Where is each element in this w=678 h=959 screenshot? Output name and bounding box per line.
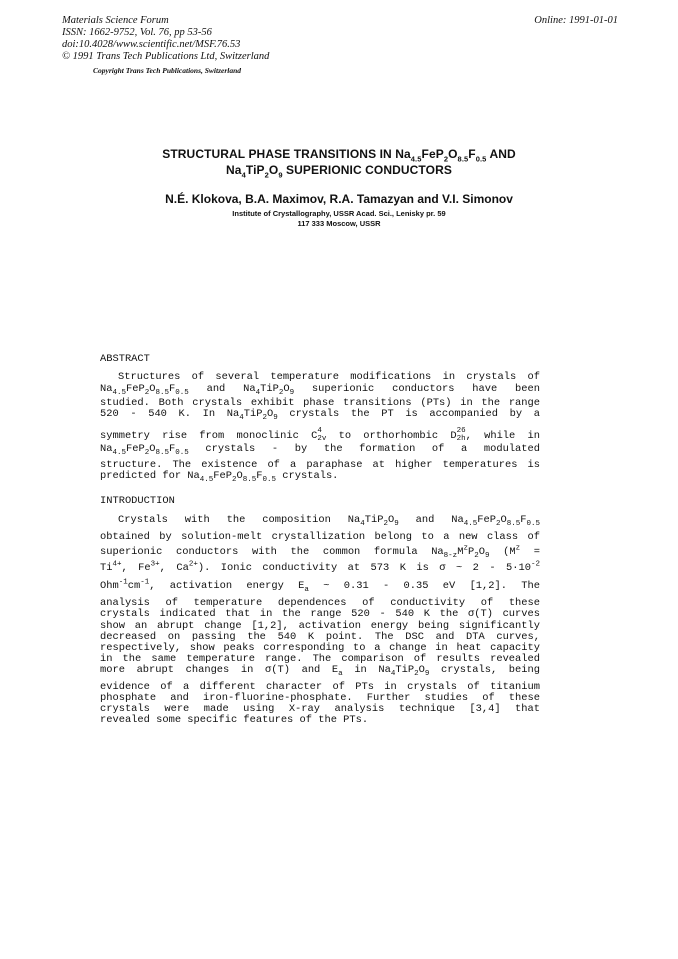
paper-title-line-2: $Na_4TiP_2O_9$ SUPERIONIC CONDUCTORS (226, 163, 452, 180)
abstract-line: predicted for $Na_{4.5}FeP_2O_{8.5}F_{0.5}$ crystals. (100, 470, 339, 485)
intro-line: evidence of a different character of PTs in crystals of titanium (100, 681, 540, 693)
intro-line: crystals were made using X-ray analysis technique [3,4] that (100, 703, 540, 715)
intro-line: show an abrupt change [1,2], activation energy being significantly (100, 620, 540, 632)
copyright-stamp: Copyright Trans Tech Publications, Switzerland (93, 66, 242, 75)
intro-line: in the same temperature range. The comparison of results revealed (100, 653, 540, 665)
intro-line: $Ohm^{-1}cm^{-1}$, activation energy $E_a$ ~ 0.31 - 0.35 eV [1,2]. The (100, 578, 540, 595)
intro-line: revealed some specific features of the PTs. (100, 714, 369, 726)
abstract-heading: ABSTRACT (100, 353, 150, 365)
intro-line: $Ti^{4+}$, $Fe^{3+}$, $Ca^{2+}$). Ionic conductivity at 573 K is σ ~ $2 - 5\cdot 10^{-2}$ (100, 560, 540, 574)
affiliation-line-2: 117 333 Moscow, USSR (297, 219, 381, 228)
intro-line: superionic conductors with the common formula $Na_{8-z}M^zP_2O_9$ ($M^z$ = (100, 544, 540, 561)
intro-line: decreased on passing the 540 K point. The DSC and DTA curves, (100, 631, 540, 643)
abstract-line: structure. The existence of a paraphase at higher temperatures is (100, 459, 540, 471)
journal-name: Materials Science Forum (62, 15, 169, 26)
online-date: Online: 1991-01-01 (534, 15, 618, 26)
abstract-line: $Na_{4.5}FeP_2O_{8.5}F_{0.5}$ crystals - by the formation of a modulated (100, 443, 540, 458)
affiliation-line-1: Institute of Crystallography, USSR Acad. Sci., Lenisky pr. 59 (232, 209, 446, 218)
abstract-line: Structures of several temperature modifications in crystals of (118, 371, 540, 383)
intro-line: more abrupt changes in σ(T) and $E_a$ in $Na_4TiP_2O_9$ crystals, being (100, 664, 540, 679)
intro-line: obtained by solution-melt crystallization belong to a new class of (100, 531, 540, 543)
abstract-line: studied. Both crystals exhibit phase transitions (PTs) in the range (100, 397, 540, 409)
abstract-line: 520 - 540 K. In $Na_4TiP_2O_9$ crystals the PT is accompanied by a (100, 408, 540, 423)
paper-title-line-1: STRUCTURAL PHASE TRANSITIONS IN $Na_{4.5}FeP_2O_{8.5}F_{0.5}$ AND (162, 147, 516, 164)
doi-line: doi:10.4028/www.scientific.net/MSF.76.53 (62, 39, 241, 50)
authors: N.É. Klokova, B.A. Maximov, R.A. Tamazyan and V.I. Simonov (165, 192, 513, 206)
copyright-line: © 1991 Trans Tech Publications Ltd, Switzerland (62, 51, 270, 62)
abstract-line: $Na_{4.5}FeP_2O_{8.5}F_{0.5}$ and $Na_4TiP_2O_9$ superionic conductors have been (100, 383, 540, 398)
issn-line: ISSN: 1662-9752, Vol. 76, pp 53-56 (62, 27, 212, 38)
intro-line: Crystals with the composition $Na_4TiP_2O_9$ and $Na_{4.5}FeP_2O_{8.5}F_{0.5}$ (118, 514, 540, 529)
intro-line: analysis of temperature dependences of conductivity of these (100, 597, 540, 609)
abstract-line: symmetry rise from monoclinic C 4 2v to orthorhombic D 26 2h , while in (100, 427, 540, 443)
intro-line: phosphate and iron-fluorine-phosphate. Further studies of these (100, 692, 540, 704)
intro-line: crystals indicated that in the range 520 - 540 K the σ(T) curves (100, 608, 540, 620)
intro-line: respectively, show peaks corresponding to a change in heat capacity (100, 642, 540, 654)
introduction-heading: INTRODUCTION (100, 495, 175, 507)
